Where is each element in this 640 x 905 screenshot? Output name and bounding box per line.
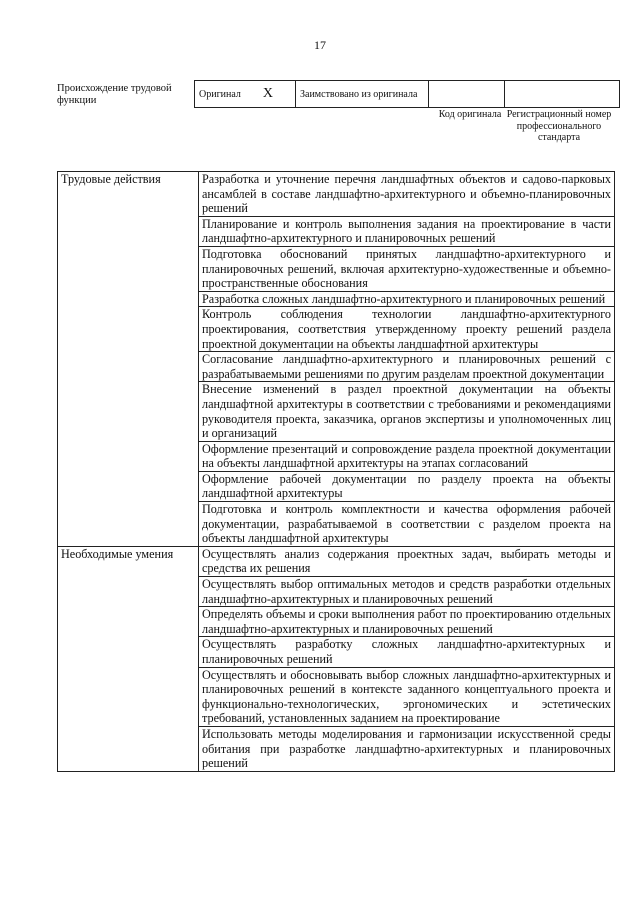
labor-action-item: Разработка сложных ландшафтно-архитектурного и планировочных решений bbox=[199, 291, 615, 307]
code-caption: Код оригинала bbox=[438, 109, 502, 120]
original-label: Оригинал bbox=[199, 89, 241, 100]
reg-number-cell bbox=[505, 81, 620, 108]
skill-item: Определять объемы и сроки выполнения работ по проектированию отдельных ландшафтно-архитектурных и планировочных решений bbox=[199, 607, 615, 637]
labor-action-item: Оформление презентаций и сопровождение раздела проектной документации на объекты ландшафтной архитектуры на этапах согласований bbox=[199, 441, 615, 471]
labor-action-item: Внесение изменений в раздел проектной документации на объекты ландшафтной архитектуры в соответствии с требованиями и рекомендациями руководителя проекта, заказчика, органов экспертизы и уполномоченных лиц и организаций bbox=[199, 382, 615, 441]
skill-item: Осуществлять и обосновывать выбор сложных ландшафтно-архитектурных и планировочных решений в контексте заданного концептуального проекта и функционально-технологических, эргономических и эстетических требований, установленных заданием на проектирование bbox=[199, 667, 615, 726]
labor-function-table bbox=[57, 171, 615, 772]
skills-label: Необходимые умения bbox=[58, 546, 199, 771]
labor-actions-label: Трудовые действия bbox=[58, 172, 199, 547]
labor-action-item: Подготовка обоснований принятых ландшафтно-архитектурного и планировочных решений, включая архитектурно-художественные и объемно-пространственные обоснования bbox=[199, 246, 615, 291]
skill-item: Осуществлять разработку сложных ландшафтно-архитектурных и планировочных решений bbox=[199, 637, 615, 667]
labor-action-item: Планирование и контроль выполнения задания на проектирование в части ландшафтно-архитектурного и планировочных решений bbox=[199, 216, 615, 246]
original-cell bbox=[195, 81, 296, 108]
original-mark: X bbox=[262, 86, 274, 101]
code-cell bbox=[429, 81, 505, 108]
reg-caption: Регистрационный номер профессионального стандарта bbox=[506, 109, 612, 143]
table-row bbox=[58, 546, 615, 576]
skill-item: Осуществлять выбор оптимальных методов и средств разработки отдельных ландшафтно-архитектурных и планировочных решений bbox=[199, 577, 615, 607]
origin-table bbox=[194, 80, 620, 108]
skill-item: Осуществлять анализ содержания проектных задач, выбирать методы и средства их решения bbox=[199, 546, 615, 576]
table-row bbox=[58, 172, 615, 217]
origin-label: Происхождение трудовой функции bbox=[57, 83, 172, 106]
skill-item: Использовать методы моделирования и гармонизации искусственной среды обитания при разработке ландшафтно-архитектурных и планировочных решений bbox=[199, 726, 615, 771]
labor-action-item: Разработка и уточнение перечня ландшафтных объектов и садово-парковых ансамблей в составе ландшафтно-архитектурного и объемно-планировочных решений bbox=[199, 172, 615, 217]
labor-action-item: Контроль соблюдения технологии ландшафтно-архитектурного проектирования, соответствия утвержденному проекту решений раздела проектной документации на объекты ландшафтной архитектуры bbox=[199, 307, 615, 352]
borrowed-cell: Заимствовано из оригинала bbox=[296, 81, 429, 108]
page-number: 17 bbox=[314, 38, 326, 52]
labor-action-item: Оформление рабочей документации по разделу проекта на объекты ландшафтной архитектуры bbox=[199, 471, 615, 501]
labor-action-item: Подготовка и контроль комплектности и качества оформления рабочей документации, разрабатываемой в соответствии с разделом проекта на объекты ландшафтной архитектуры bbox=[199, 502, 615, 547]
labor-action-item: Согласование ландшафтно-архитектурного и планировочных решений с разрабатываемыми решениями по другим разделам проектной документации bbox=[199, 352, 615, 382]
